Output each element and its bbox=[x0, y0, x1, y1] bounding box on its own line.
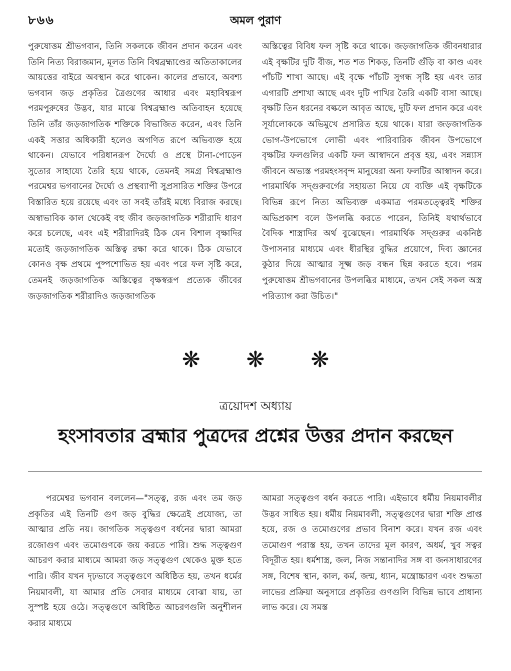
top-left-column bbox=[28, 40, 242, 305]
section-ornaments bbox=[0, 348, 511, 373]
paragraph: আমরা সত্ত্বগুণ বর্ধন করতে পারি। এইভাবে ধর্মীয় নিয়মাবলীর উদ্ভব সাধিত হয়। ধর্মীয় নিয়মাবলী, সত্ত্বগুণের দ্বারা শক্তি প্রাপ্ত হয়ে, রজ ও তমোগুণের প্রভাব বিনাশ করে। যখন রজ এবং তমোগুণ পরাস্ত হয়, তখন তাদের মূল কারণ, অধর্ম, খুব সত্বর বিদূরীত হয়। ধর্মশাস্ত্র, জল, নিজ সন্তানাদির সঙ্গ বা জনসাধারণের সঙ্গ, বিশেষ স্থান, কাল, কর্ম, জন্ম, ধ্যান, মন্ত্রোচ্চারণ এবং শুদ্ধতা লাভের প্রক্রিয়া অনুসারে প্রকৃতির গুণগুলি বিভিন্ন ভাবে প্রাধান্য লাভ করে। যে সমস্ত bbox=[262, 494, 482, 614]
ornament-icon: ❋ bbox=[246, 348, 311, 373]
paragraph: পরমেশ্বর ভগবান বললেন—"সত্ত্ব, রজ এবং তম জড় প্রকৃতির এই তিনটি গুণ জড় বুদ্ধির ক্ষেত্রেই প্রযোজ্য, তা আত্মার প্রতি নয়। জাগতিক সত্ত্বগুণ বর্ধনের দ্বারা আমরা রজোগুণ এবং তমোগুণকে জয় করতে পারি। শুদ্ধ সত্ত্বগুণ আচরণ করার মাধ্যমে আমরা জড় সত্ত্বগুণ থেকেও মুক্ত হতে পারি। জীব যখন দৃঢ়ভাবে সত্ত্বগুণে অধিষ্ঠিত হয়, তখন ধর্মের নিয়মাবলী, যা আমার প্রতি সেবার মাধ্যমে বোঝা যায়, তা সুস্পষ্ট হয়ে ওঠে। সত্ত্বগুণে অধিষ্ঠিত আচরণগুলি অনুশীলন করার মাধ্যমে bbox=[28, 494, 242, 629]
page-number: ৮৬৬ bbox=[28, 13, 55, 27]
divider bbox=[28, 471, 482, 472]
paragraph: পুরুষোত্তম শ্রীভগবান, তিনি সকলকে জীবন প্রদান করেন এবং তিনি নিত্য বিরাজমান, মূলত তিনি বিশ্বব্রহ্মাণ্ডের অতিতাকালের আয়ত্তের বাইরে অবস্থান করে থাকেন। কালের প্রভাবে, অবশ্য ভগবান জড় প্রকৃতির ত্রৈগুণের আধার এবং মহাবিশ্বরূপ পরমপুরুষের উদ্ভব, যার মাঝে বিশ্বব্রহ্মাণ্ড অতিবাহন হয়েছে তিনি তাঁর জড়জাগতিক শক্তিকে বিভাজিত করেন, এবং তিনি একই সত্তার অধিকারী হলেও অগণিত রূপে অভিব্যক্ত হয়ে থাকেন। যেভাবে পরিধানরূপ দৈর্ঘ্যে ও প্রস্থে টানা-পোড়েন সুতোর সাহায্যে তৈরি হয়ে থাকে, তেমনই সমগ্র বিশ্বব্রহ্মাণ্ড পরমেশ্বর ভগবানের দৈর্ঘ্যে ও প্রস্থব্যাপী সুপ্রসারিত শক্তির উপরে বিস্তারিত হয়ে রয়েছে এবং তা সবই তাঁরই মধ্যে বিরাজ করছে। অস্বাভাবিক কাল থেকেই বহু জীব জড়জাগতিক শরীরাদি ধারণ করে চলেছে, এবং এই শরীরাদিরই ঠিক যেন বিশাল বৃক্ষাদির মতোই জড়জাগতিক অস্তিত্ব রক্ষা করে থাকে। ঠিক যেভাবে কোনও বৃক্ষ প্রথমে পুষ্পশোভিত হয় এবং পরে ফল সৃষ্টি করে, তেমনই জড়জাগতিক অস্তিত্বের বৃক্ষস্বরূপ প্রত্যেক জীবের জড়জাগতিক শরীরাদিও জড়জাগতিক bbox=[28, 42, 242, 302]
chapter-title: হংসাবতার ব্রহ্মার পুত্রদের প্রশ্নের উত্তর প্রদান করছেন bbox=[58, 425, 453, 447]
ornament-icon: ❋ bbox=[181, 348, 247, 373]
running-title: অমল পুরাণ bbox=[229, 14, 282, 27]
ornament-icon: ❋ bbox=[310, 348, 376, 373]
bottom-left-column bbox=[28, 492, 242, 632]
paragraph: অস্তিত্বের বিবিধ ফল সৃষ্টি করে থাকে। জড়জাগতিক জীবনধারার এই বৃক্ষটির দুটি বীজ, শত শত শিকড়, তিনটি গুঁড়ি বা কাণ্ড এবং পাঁচটি শাখা আছে। এই বৃক্ষে পাঁচটি সুগন্ধ সৃষ্টি হয় এবং তার এগারটি প্রশাখা আছে এবং দুটি পাখির তৈরি একটি বাসা আছে। বৃক্ষটি তিন ধরনের বল্কলে আবৃত আছে, দুটি ফল প্রদান করে এবং সূর্যালোককে অভিমুখে প্রসারিত হয়ে থাকে। যারা জড়জাগতিক ভোগ-উপভোগে লোভী এবং পারিবারিক জীবন উপভোগে বৃক্ষটির ফলগুলির একটি ফল আস্বাদনে প্রবৃত্ত হয়, এবং সন্ন্যাস জীবনে অভ্যস্ত পরমহংসবৃন্দ মানুষেরা অন্য ফলটির আস্বাদন করে। পারমার্থিক সদ্গুরুবর্গের সহায়তা নিয়ে যে ব্যক্তি এই বৃক্ষটিকে বিভিন্ন রূপে নিত্য অভিব্যক্ত একমাত্র পরমতত্ত্বেরই শক্তির অভিপ্রকাশ বলে উপলব্ধি করতে পারেন, তিনিই যথার্থভাবে বৈদিক শাস্ত্রাদির অর্থ বুঝেছেন। পারমার্থিক সদ্গুরুর একনিষ্ঠ উপাসনার মাধ্যমে এবং ধীরস্থির বুদ্ধির প্রয়োগে, দিব্য জ্ঞানের কুঠার দিয়ে আত্মার সূক্ষ্ম জড় বন্ধন ছিন্ন করতে হবে। পরম পুরুষোত্তম শ্রীভগবানের উপলব্ধির মাধ্যমে, তখন সেই সকল অস্ত্র পরিত্যাগ করা উচিত।" bbox=[262, 42, 482, 302]
bottom-right-column bbox=[262, 492, 482, 617]
page-header bbox=[0, 10, 511, 34]
top-right-column bbox=[262, 40, 482, 305]
chapter-label: ত্রয়োদশ অধ্যায় bbox=[219, 399, 292, 413]
